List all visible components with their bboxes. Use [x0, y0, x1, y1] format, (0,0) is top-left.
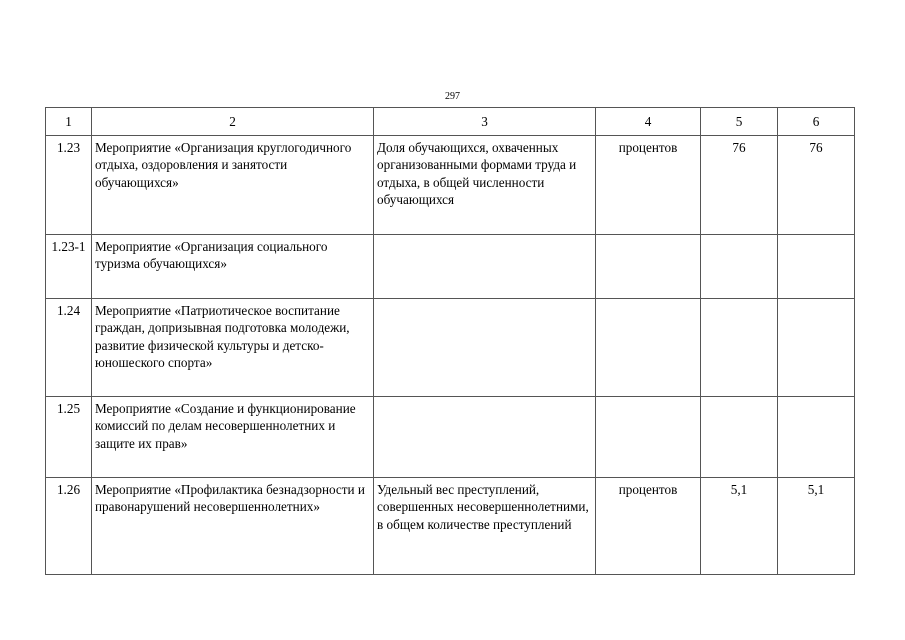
- column-header: 3: [374, 108, 596, 136]
- value-col-6: [778, 235, 855, 299]
- event-name: Мероприятие «Организация круглогодичного отдыха, оздоровления и занятости обучающихся»: [92, 136, 374, 235]
- column-header: 2: [92, 108, 374, 136]
- value-col-6: [778, 397, 855, 478]
- value-col-5: [701, 397, 778, 478]
- table-header-row: [46, 108, 855, 136]
- value-col-6: 76: [778, 136, 855, 235]
- row-number: 1.23: [46, 136, 92, 235]
- page-number: 297: [445, 91, 460, 102]
- indicator-name: Удельный вес преступлений, совершенных несовершеннолетними, в общем количестве преступлений: [374, 478, 596, 575]
- column-header: 6: [778, 108, 855, 136]
- table-row: [46, 299, 855, 397]
- table-row: [46, 397, 855, 478]
- indicators-table: [45, 107, 855, 575]
- event-name: Мероприятие «Создание и функционирование комиссий по делам несовершеннолетних и защите их прав»: [92, 397, 374, 478]
- value-col-5: [701, 235, 778, 299]
- indicator-name: [374, 235, 596, 299]
- table-row: [46, 478, 855, 575]
- table-row: [46, 235, 855, 299]
- indicator-name: [374, 299, 596, 397]
- event-name: Мероприятие «Профилактика безнадзорности и правонарушений несовершеннолетних»: [92, 478, 374, 575]
- unit: [596, 299, 701, 397]
- value-col-5: 5,1: [701, 478, 778, 575]
- event-name: Мероприятие «Организация социального туризма обучающихся»: [92, 235, 374, 299]
- value-col-6: [778, 299, 855, 397]
- column-header: 1: [46, 108, 92, 136]
- row-number: 1.23-1: [46, 235, 92, 299]
- column-header: 4: [596, 108, 701, 136]
- row-number: 1.26: [46, 478, 92, 575]
- indicator-name: [374, 397, 596, 478]
- unit: [596, 397, 701, 478]
- row-number: 1.24: [46, 299, 92, 397]
- event-name: Мероприятие «Патриотическое воспитание граждан, допризывная подготовка молодежи, развитие физической культуры и детско-юношеского спорта»: [92, 299, 374, 397]
- row-number: 1.25: [46, 397, 92, 478]
- unit: процентов: [596, 478, 701, 575]
- unit: процентов: [596, 136, 701, 235]
- value-col-5: 76: [701, 136, 778, 235]
- value-col-5: [701, 299, 778, 397]
- unit: [596, 235, 701, 299]
- value-col-6: 5,1: [778, 478, 855, 575]
- table-row: [46, 136, 855, 235]
- column-header: 5: [701, 108, 778, 136]
- indicator-name: Доля обучающихся, охваченных организованными формами труда и отдыха, в общей численности обучающихся: [374, 136, 596, 235]
